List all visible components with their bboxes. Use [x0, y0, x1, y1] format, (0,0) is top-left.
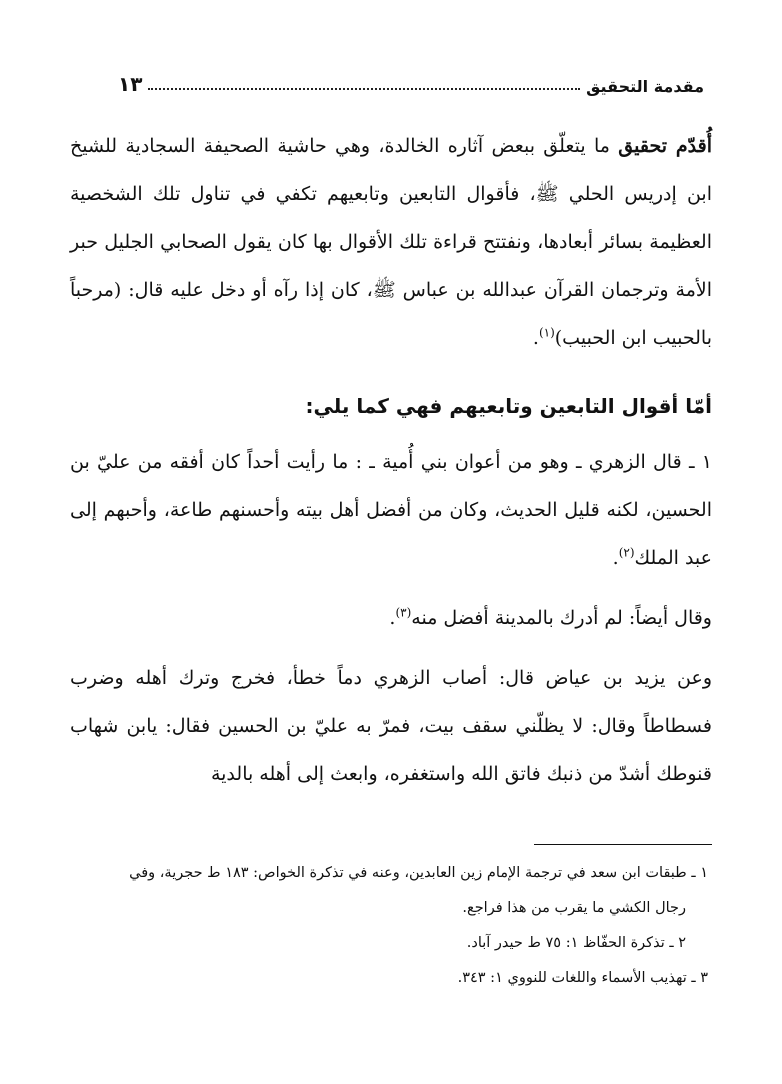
paragraph-end: . — [389, 607, 396, 629]
body-text — [70, 122, 712, 798]
intro-lead: أُقدّم تحقيق — [618, 135, 712, 157]
footnote-divider — [534, 844, 712, 845]
running-header — [118, 72, 704, 96]
footnote-3: ٣ ـ تهذيب الأسماء واللغات للنووي ١: ٣٤٣. — [457, 970, 708, 986]
paragraph-yazid — [70, 654, 712, 798]
footnote-1-continued: رجال الكشي ما يقرب من هذا فراجع. — [462, 900, 686, 916]
paragraph-also — [70, 594, 712, 642]
running-title: مقدمة التحقيق — [586, 77, 704, 96]
footnote-2: ٢ ـ تذكرة الحفّاظ ١: ٧٥ ط حيدر آباد. — [466, 935, 686, 951]
leader-dots — [148, 88, 580, 90]
footnotes — [70, 856, 708, 996]
footnote-ref-3: (٣) — [395, 605, 412, 620]
intro-text: ما يتعلّق ببعض آثاره الخالدة، وهي حاشية الصحيفة السجادية للشيخ ابن إدريس الحلي ﷺ، فأقوال التابعين وتابعيهم تكفي في تناول تلك الشخصية العظيمة بسائر أبعادها، ونفتتح قراءة تلك الأقوال بها كان يقول الصحابي الجليل حبر الأمة وترجمان القرآن عبدالله بن عباس ﷺ، كان إذا رآه أو دخل عليه قال: (مرحباً بالحبيب ابن الحبيب) — [70, 135, 712, 349]
page-number: ١٣ — [118, 72, 143, 96]
paragraph-text: وعن يزيد بن عياض قال: أصاب الزهري دماً خطأ، فخرج وترك أهله وضرب فسطاطاً وقال: لا يظلّني سقف بيت، فمرّ به عليّ بن الحسين فقال: يابن شهاب قنوطك أشدّ من ذنبك فاتق الله واستغفره، وابعث إلى أهله بالدية — [70, 667, 712, 785]
footnote-ref-2: (٢) — [618, 545, 635, 560]
section-heading: أمّا أقوال التابعين وتابعيهم فهي كما يلي: — [305, 394, 712, 418]
paragraph-end: . — [612, 547, 619, 569]
paragraph-text: وقال أيضاً: لم أدرك بالمدينة أفضل منه — [411, 607, 712, 629]
footnote-1: ١ ـ طبقات ابن سعد في ترجمة الإمام زين العابدين، وعنه في تذكرة الخواص: ١٨٣ ط حجرية، وفي — [129, 865, 708, 881]
intro-end: . — [532, 327, 539, 349]
paragraph-text: ١ ـ قال الزهري ـ وهو من أعوان بني أُمية ـ : ما رأيت أحداً كان أفقه من عليّ بن الحسين، لكنه قليل الحديث، وكان من أفضل أهل بيته وأحسنهم طاعة، وأحبهم إلى عبد الملك — [70, 451, 712, 569]
paragraph-zuhri — [70, 438, 712, 582]
intro-paragraph — [70, 122, 712, 362]
footnote-ref-1: (١) — [538, 325, 555, 340]
